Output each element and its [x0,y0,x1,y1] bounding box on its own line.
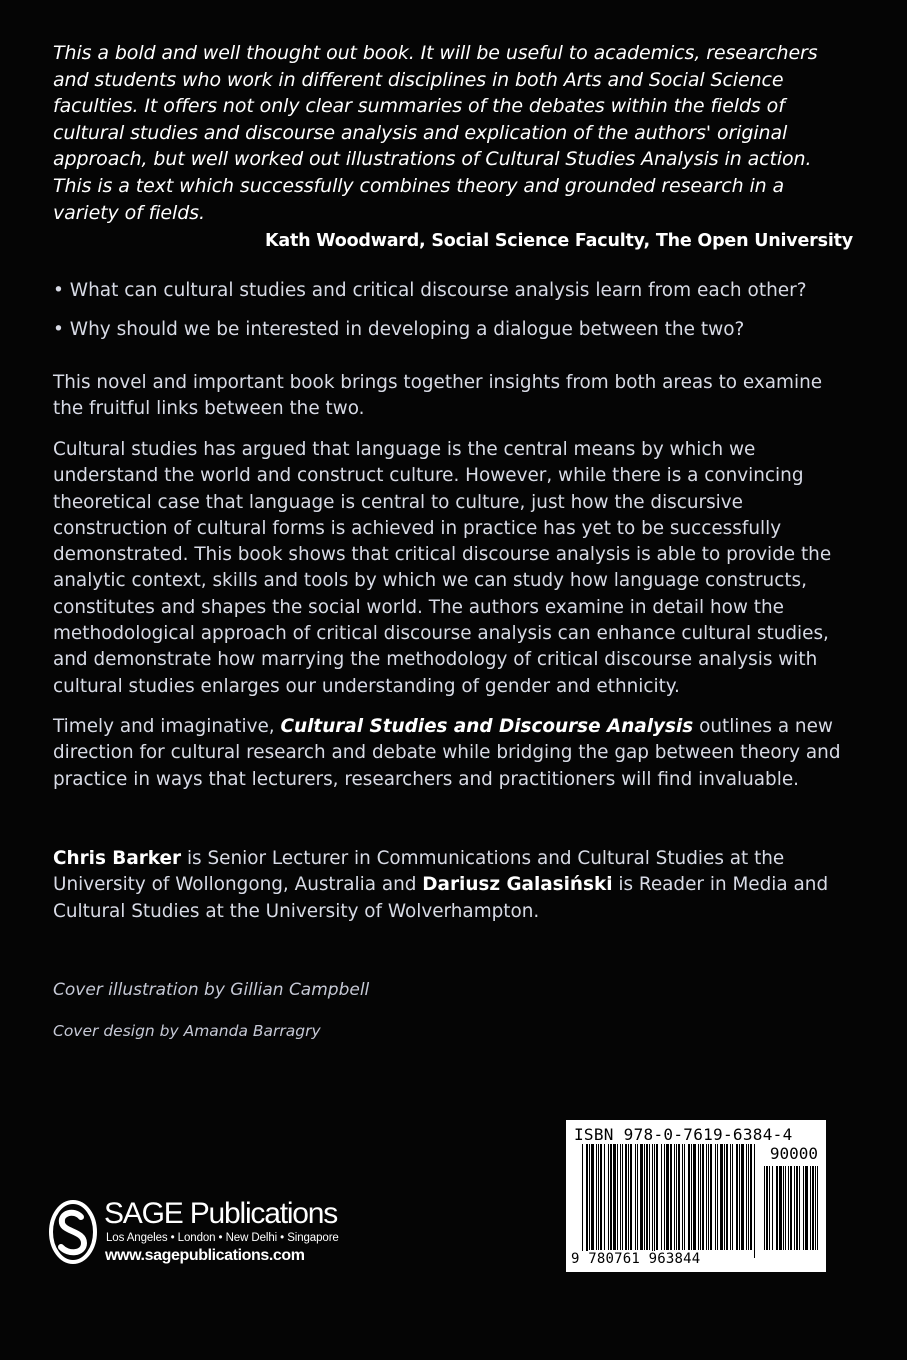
publisher-name: SAGE Publications [104,1197,338,1230]
author-bio [53,846,853,925]
summary-start: Timely and imaginative, [53,716,281,737]
author-name-2: Dariusz Galasiński [422,874,613,896]
intro-paragraph: This novel and important book brings together insights from both areas to examine the fruitful links between the two. [53,372,823,420]
illustration-credit: Cover illustration by Gillian Campbell [53,980,370,1000]
sage-s-logo-icon [48,1199,98,1265]
description-paragraph: Cultural studies has argued that language is the central means by which we understand the world and construct culture. However, while there is a convincing theoretical case that language is central to culture, just how the discursive construction of cultural forms is achieved in practice has yet to be successfully demonstrated. This book shows that critical discourse analysis is able to provide the analytic context, skills and tools by which we can study how language constructs, constitutes and shapes the social world. The authors examine in detail how the methodological approach of critical discourse analysis can enhance cultural studies, and demonstrate how marrying the methodology of critical discourse analysis with cultural studies enlarges our understanding of gender and ethnicity. [53,439,832,697]
publisher-url: www.sagepublications.com [105,1247,305,1264]
publisher-cities: Los Angeles • London • New Delhi • Singapore [106,1232,339,1244]
review-attribution: Kath Woodward, Social Science Faculty, The Open University [264,231,853,252]
book-title: Cultural Studies and Discourse Analysis [280,716,694,737]
review-quote: This a bold and well thought out book. It will be useful to academics, researchers and students who work in different disciplines in both Arts and Social Science faculties. It offers not only clear summaries of the debates within the fields of cultural studies and discourse analysis and explication of the authors' original approach, but well worked out illustrations of Cultural Studies Analysis in action. This is a text which successfully combines theory and grounded research in a variety of fields. [53,42,818,224]
author-bio-1: is Senior Lecturer in Communications and Cultural Studies at the University of Wollongong, Australia and [53,848,785,896]
review-quote-block [53,40,853,255]
author-name-1: Chris Barker [53,848,182,869]
author-bio-2: is Reader in Media and Cultural Studies at the University of Wolverhampton. [53,874,829,922]
ean-number: 9 780761 963844 [571,1251,701,1267]
price-code: 90000 [769,1144,818,1163]
isbn-barcode [566,1120,826,1272]
question-list [53,278,853,356]
question-item: • Why should we be interested in developing a dialogue between the two? [53,319,745,340]
summary-paragraph [53,714,853,793]
design-credit: Cover design by Amanda Barragry [53,1022,321,1040]
publisher-logo [48,1197,378,1272]
summary-end: outlines a new direction for cultural research and debate while bridging the gap between theory and practice in ways that lecturers, researchers and practitioners will find invaluable. [53,716,841,790]
isbn-text: ISBN 978-0-7619-6384-4 [574,1125,793,1144]
question-item: • What can cultural studies and critical discourse analysis learn from each other? [53,280,807,301]
